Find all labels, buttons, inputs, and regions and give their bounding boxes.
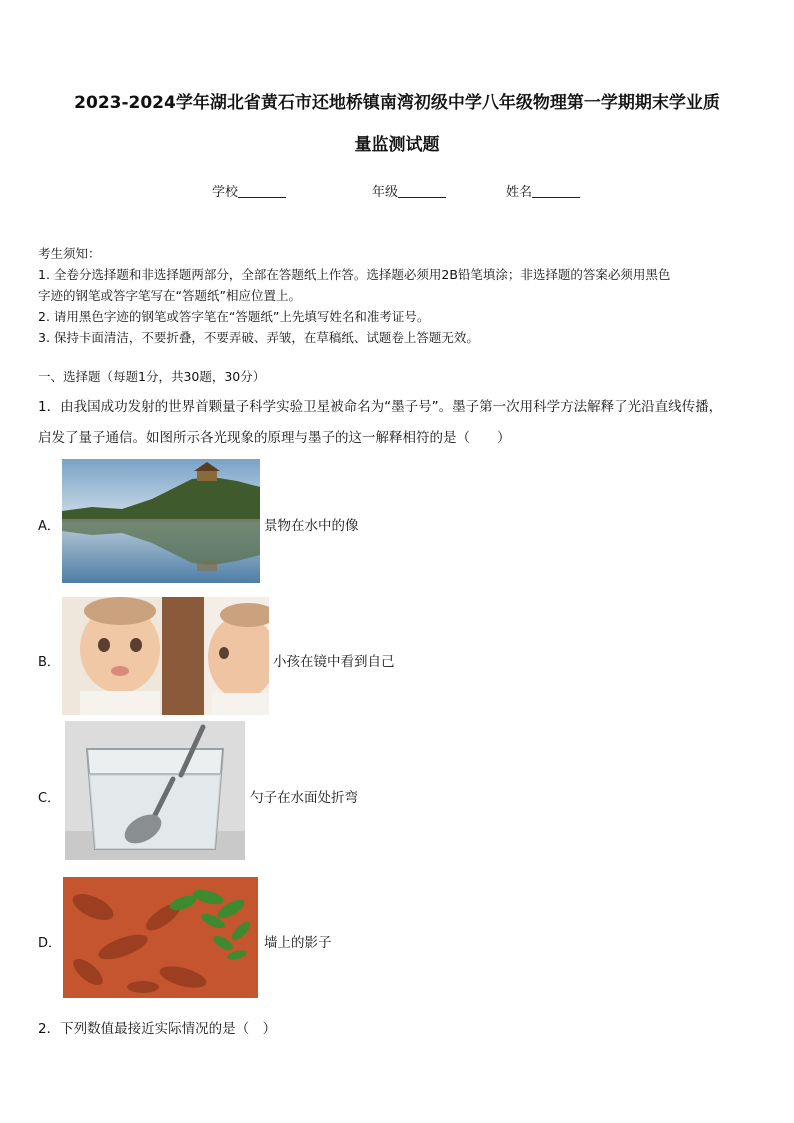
exam-title-line2: 量监测试题 — [354, 135, 440, 155]
question-2: 2．下列数值最接近实际情况的是（ ） — [38, 1021, 277, 1037]
notes-heading: 考生须知： — [38, 246, 101, 261]
option-a-text: 景物在水中的像 — [264, 518, 359, 534]
exam-notes — [38, 243, 760, 348]
name-field — [506, 181, 580, 200]
option-c-letter: C． — [38, 791, 61, 806]
section-title: 一、选择题（每题1分，共30题，30分） — [38, 369, 266, 384]
child-mirror-image — [62, 597, 269, 715]
option-d-text: 墙上的影子 — [264, 935, 332, 951]
option-b-letter: B． — [38, 655, 60, 670]
notes-line: 1. 全卷分选择题和非选择题两部分，全部在答题纸上作答。选择题必须用2B铅笔填涂；非选择题的答案必须用黑色 — [38, 267, 671, 282]
notes-line: 2. 请用黑色字迹的钢笔或答字笔在“答题纸”上先填写姓名和准考证号。 — [38, 309, 430, 324]
grade-blank — [398, 185, 446, 198]
exam-title-line1: 2023-2024学年湖北省黄石市还地桥镇南湾初级中学八年级物理第一学期期末学业质 — [74, 93, 720, 113]
question-1-line2: 启发了量子通信。如图所示各光现象的原理与墨子的这一解释相符的是（ ） — [38, 430, 511, 446]
school-blank — [238, 185, 286, 198]
grade-label: 年级 — [372, 185, 399, 200]
question-1-line1: 1．由我国成功发射的世界首颗量子科学实验卫星被命名为“墨子号”。墨子第一次用科学方法解释了光沿直线传播， — [38, 399, 723, 415]
notes-line: 字迹的钢笔或答字笔写在“答题纸”相应位置上。 — [38, 288, 301, 303]
option-a-letter: A． — [38, 519, 60, 534]
name-label: 姓名 — [506, 185, 533, 200]
spoon-in-water-image — [65, 721, 245, 860]
name-blank — [532, 185, 580, 198]
notes-line: 3. 保持卡面清洁，不要折叠，不要弄破、弄皱，在草稿纸、试题卷上答题无效。 — [38, 330, 479, 345]
grade-field — [372, 181, 446, 200]
lake-reflection-image — [62, 459, 260, 583]
option-b-text: 小孩在镜中看到自己 — [273, 654, 395, 670]
school-label: 学校 — [212, 185, 239, 200]
wall-shadow-image — [63, 877, 258, 998]
option-c-text: 勺子在水面处折弯 — [250, 790, 358, 806]
option-d-letter: D． — [38, 936, 62, 951]
school-field — [212, 181, 286, 200]
